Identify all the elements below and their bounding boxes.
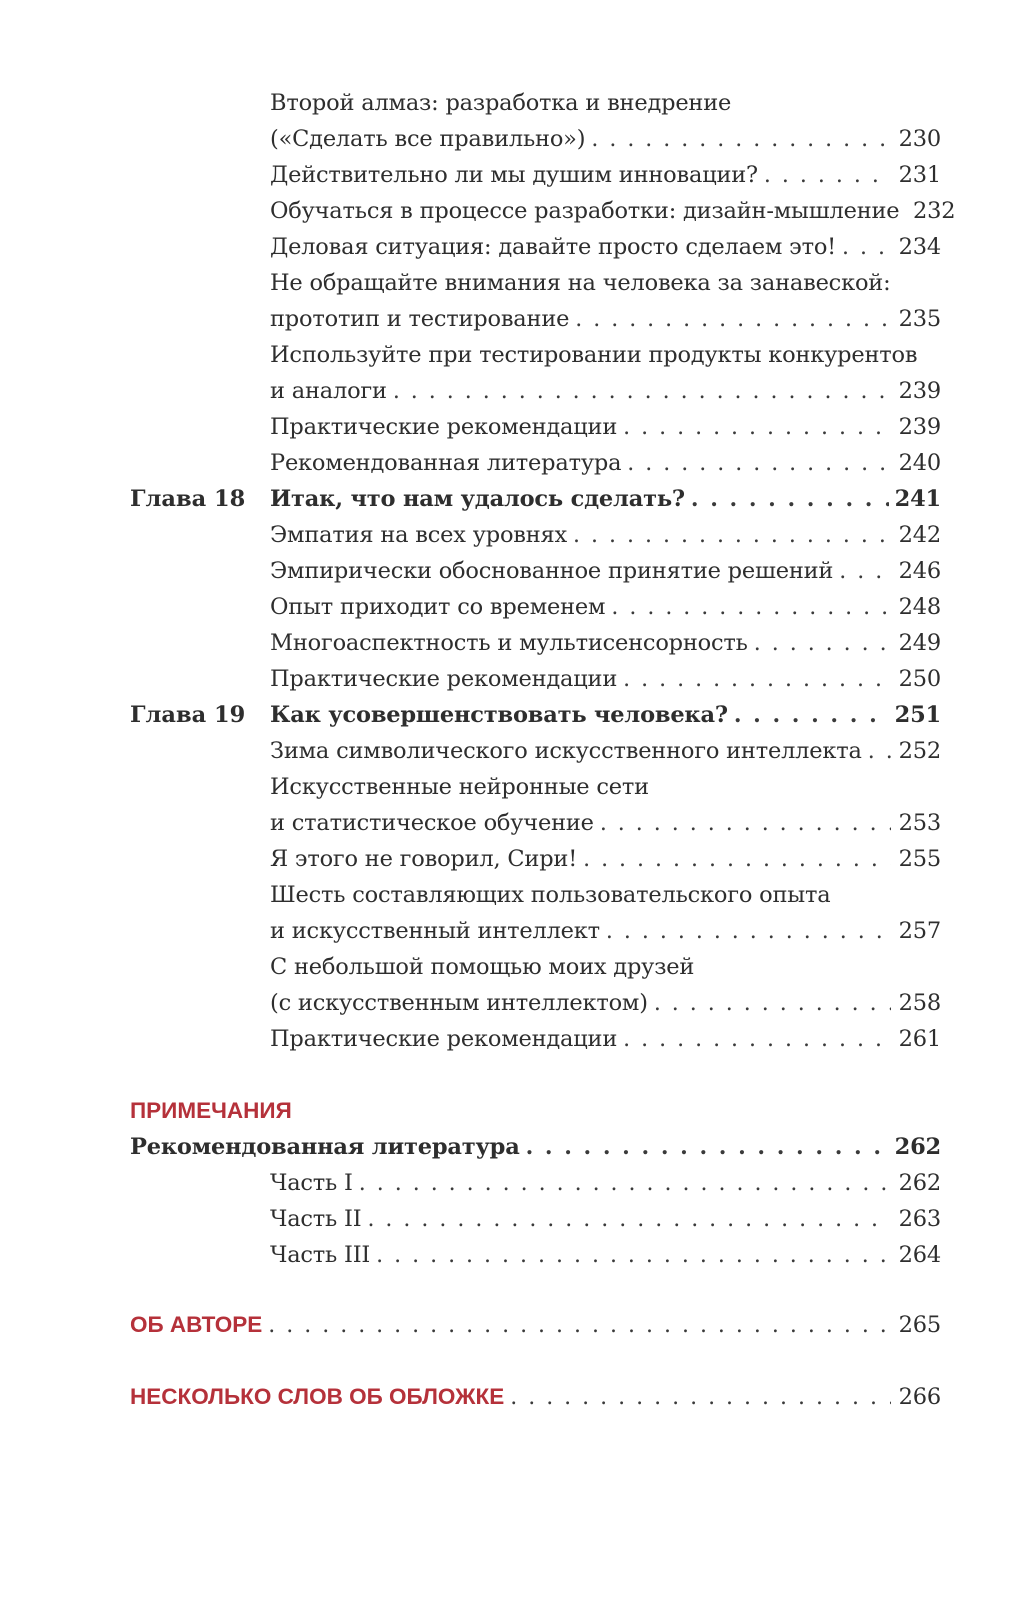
toc-title: Шесть составляющих пользовательского опыта — [270, 882, 831, 908]
toc-entry — [270, 810, 941, 846]
toc-entry — [270, 1026, 941, 1062]
leader-dots — [764, 163, 891, 185]
leader-dots — [367, 1207, 891, 1229]
toc-entry — [270, 270, 890, 306]
toc-title: Как усовершенствовать человека? — [270, 702, 728, 728]
leader-dots — [510, 1385, 891, 1407]
toc-title: («Сделать все правильно») — [270, 126, 586, 152]
notes-heading-line — [130, 1098, 292, 1134]
toc-title: Не обращайте внимания на человека за занавеской: — [270, 270, 891, 296]
toc-title: С небольшой помощью моих друзей — [270, 954, 695, 980]
toc-title: Часть II — [270, 1206, 362, 1232]
toc-page-number: 249 — [898, 630, 941, 656]
toc-page-number: 246 — [898, 558, 941, 584]
recommended-reading-entry — [130, 1134, 941, 1170]
toc-entry — [270, 558, 941, 594]
toc-entry — [270, 1242, 941, 1278]
toc-title: Многоаспектность и мультисенсорность — [270, 630, 748, 656]
toc-title: Практические рекомендации — [270, 666, 618, 692]
leader-dots — [359, 1171, 891, 1193]
toc-entry — [270, 1170, 941, 1206]
toc-page-number: 240 — [898, 450, 941, 476]
leader-dots — [611, 595, 891, 617]
toc-page-number: 257 — [898, 918, 941, 944]
toc-entry — [270, 882, 830, 918]
toc-page-number: 264 — [898, 1242, 941, 1268]
toc-page-number: 265 — [898, 1312, 941, 1338]
toc-entry — [270, 306, 941, 342]
leader-dots — [600, 811, 891, 833]
toc-entry — [270, 738, 941, 774]
toc-entry — [270, 126, 941, 162]
toc-page-number: 263 — [898, 1206, 941, 1232]
toc-title: Искусственные нейронные сети — [270, 774, 649, 800]
toc-title: (с искусственным интеллектом) — [270, 990, 648, 1016]
toc-title: Второй алмаз: разработка и внедрение — [270, 90, 732, 116]
toc-title: Зима символического искусственного интеллекта — [270, 738, 862, 764]
toc-page-number: 232 — [913, 198, 956, 224]
toc-title: и аналоги — [270, 378, 387, 404]
toc-title: Эмпирически обоснованное принятие решений — [270, 558, 834, 584]
leader-dots — [591, 127, 891, 149]
toc-page-number: 234 — [898, 234, 941, 260]
leader-dots — [393, 379, 891, 401]
toc-entry — [270, 234, 941, 270]
leader-dots — [868, 739, 891, 761]
toc-page-number: 252 — [898, 738, 941, 764]
toc-page-number: 255 — [898, 846, 941, 872]
toc-entry — [270, 162, 941, 198]
toc-page-number: 258 — [898, 990, 941, 1016]
chapter-label: Глава 18 — [130, 486, 246, 512]
notes-heading: ПРИМЕЧАНИЯ — [130, 1098, 292, 1123]
toc-entry — [270, 954, 694, 990]
toc-entry — [270, 414, 941, 450]
toc-page-number: 242 — [898, 522, 941, 548]
toc-title: Практические рекомендации — [270, 414, 618, 440]
toc-title: Опыт приходит со временем — [270, 594, 606, 620]
toc-title: Практические рекомендации — [270, 1026, 618, 1052]
leader-dots — [734, 702, 889, 724]
leader-dots — [606, 919, 891, 941]
toc-entry — [270, 846, 941, 882]
about-author-title: ОБ АВТОРЕ — [130, 1312, 263, 1337]
toc-entry — [270, 198, 956, 234]
leader-dots — [575, 307, 891, 329]
toc-title: Используйте при тестировании продукты конкурентов — [270, 342, 918, 368]
toc-title: Часть I — [270, 1170, 353, 1196]
toc-entry — [270, 1206, 941, 1242]
toc-entry — [270, 666, 941, 702]
toc-title: прототип и тестирование — [270, 306, 570, 332]
leader-dots — [376, 1243, 891, 1265]
toc-title: Рекомендованная литература — [130, 1134, 520, 1160]
leader-dots — [583, 847, 891, 869]
leader-dots — [623, 1027, 891, 1049]
toc-title: Рекомендованная литература — [270, 450, 622, 476]
chapter-label: Глава 19 — [130, 702, 246, 728]
leader-dots — [268, 1313, 891, 1335]
toc-chapter-entry — [270, 486, 941, 522]
toc-chapter-entry — [270, 702, 941, 738]
toc-page-number: 251 — [894, 702, 941, 728]
toc-page-number: 248 — [898, 594, 941, 620]
leader-dots — [627, 451, 891, 473]
toc-page-number: 262 — [898, 1170, 941, 1196]
toc-title: Итак, что нам удалось сделать? — [270, 486, 685, 512]
toc-page-number: 253 — [898, 810, 941, 836]
toc-title: и искусственный интеллект — [270, 918, 600, 944]
toc-title: Действительно ли мы душим инновации? — [270, 162, 758, 188]
toc-entry — [270, 774, 649, 810]
toc-title: и статистическое обучение — [270, 810, 594, 836]
toc-entry — [270, 990, 941, 1026]
toc-title: Я этого не говорил, Сири! — [270, 846, 578, 872]
about-author-entry — [130, 1312, 941, 1348]
toc-entry — [270, 450, 941, 486]
toc-title: Эмпатия на всех уровнях — [270, 522, 568, 548]
toc-page-number: 261 — [898, 1026, 941, 1052]
leader-dots — [754, 631, 891, 653]
leader-dots — [842, 235, 891, 257]
toc-page-number: 250 — [898, 666, 941, 692]
toc-entry — [270, 90, 731, 126]
toc-entry — [270, 378, 941, 414]
toc-page-number: 266 — [898, 1384, 941, 1410]
toc-entry — [270, 594, 941, 630]
leader-dots — [573, 523, 891, 545]
toc-entry — [270, 522, 941, 558]
leader-dots — [691, 486, 889, 508]
toc-title: Деловая ситуация: давайте просто сделаем это! — [270, 234, 837, 260]
toc-title: Обучаться в процессе разработки: дизайн-мышление — [270, 198, 900, 224]
leader-dots — [623, 415, 891, 437]
toc-title: Часть III — [270, 1242, 371, 1268]
toc-page-number: 230 — [898, 126, 941, 152]
toc-page-number: 262 — [894, 1134, 941, 1160]
about-cover-title: НЕСКОЛЬКО СЛОВ ОБ ОБЛОЖКЕ — [130, 1384, 505, 1409]
toc-entry — [270, 342, 917, 378]
leader-dots — [839, 559, 891, 581]
toc-page-number: 235 — [898, 306, 941, 332]
toc-entry — [270, 918, 941, 954]
leader-dots — [623, 667, 891, 689]
toc-page-number: 231 — [898, 162, 941, 188]
leader-dots — [526, 1134, 889, 1156]
about-cover-entry — [130, 1384, 941, 1420]
toc-page-number: 239 — [898, 378, 941, 404]
toc-entry — [270, 630, 941, 666]
toc-page-number: 239 — [898, 414, 941, 440]
toc-page-number: 241 — [894, 486, 941, 512]
leader-dots — [654, 991, 891, 1013]
